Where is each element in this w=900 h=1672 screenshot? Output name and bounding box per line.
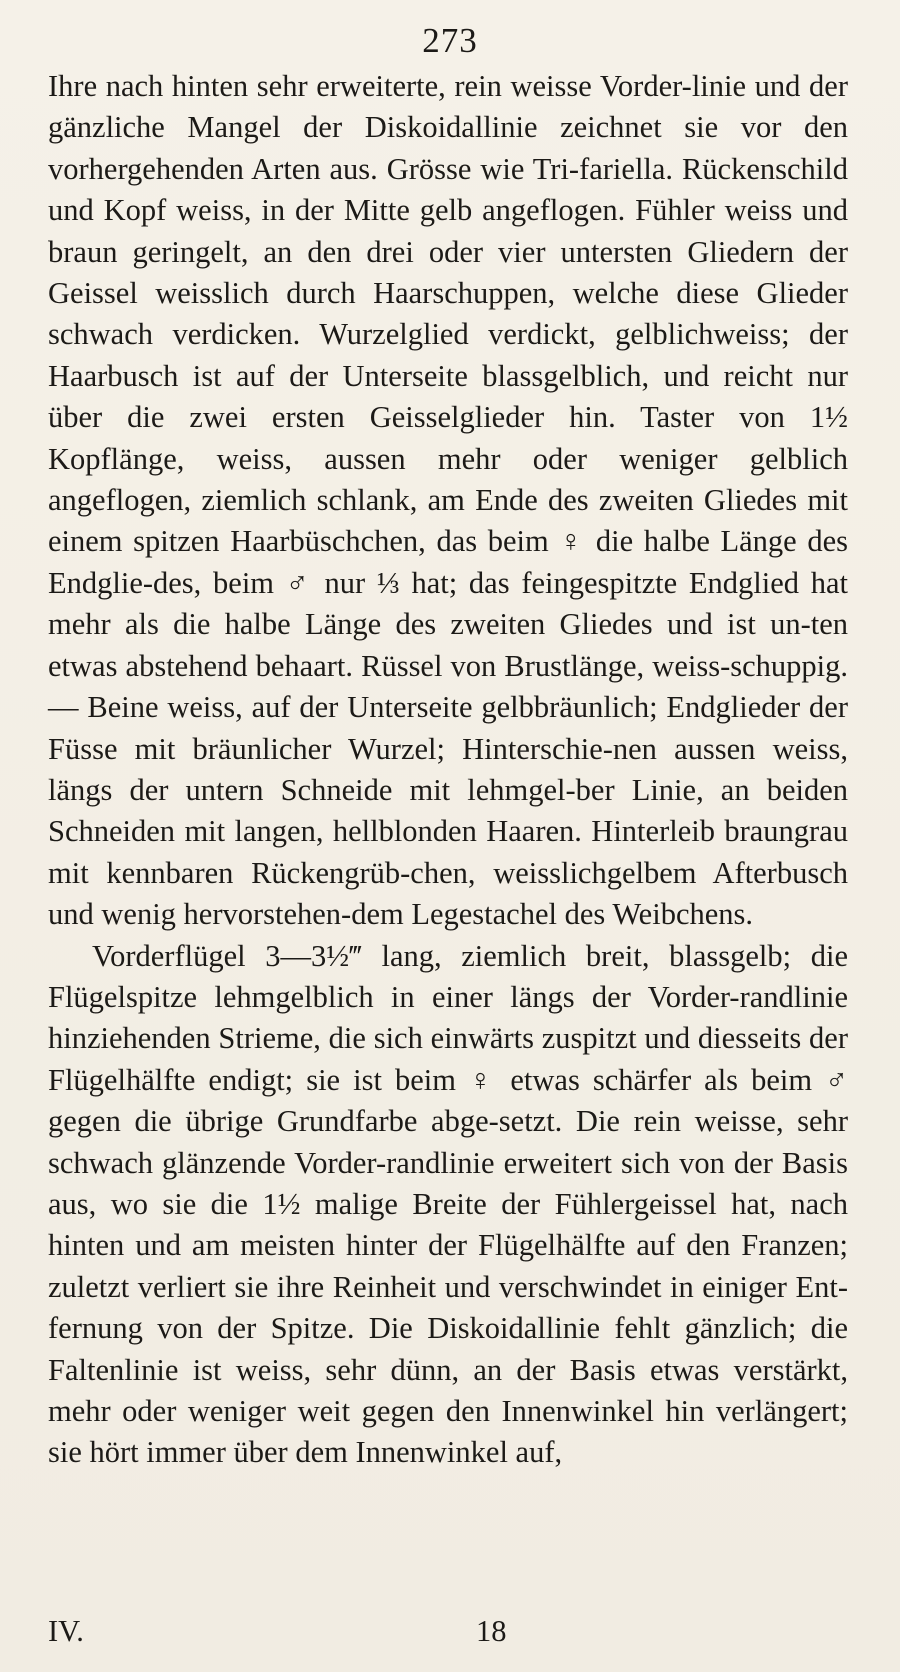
folio-number: 18 (476, 1614, 507, 1648)
page-number: 273 (422, 21, 478, 60)
paragraph-description: Ihre nach hinten sehr erweiterte, rein weisse Vorder-linie und der gänzliche Mangel der Diskoidallinie zeichnet sie vor den vorhergehenden Arten aus. Grösse wie Tri-fariella. Rückenschild und Kopf weiss, in der Mitte gelb angeflogen. Fühler weiss und braun geringelt, an den drei oder vier untersten Gliedern der Geissel weisslich durch Haarschuppen, welche diese Glieder schwach verdicken. Wurzelglied verdickt, gelblichweiss; der Haarbusch ist auf der Unterseite blassgelblich, und reicht nur über die zwei ersten Geisselglieder hin. Taster von 1½ Kopflänge, weiss, aussen mehr oder weniger gelblich angeflogen, ziemlich schlank, am Ende des zweiten Gliedes mit einem spitzen Haarbüschchen, das beim ♀ die halbe Länge des Endglie-des, beim ♂ nur ⅓ hat; das feingespitzte Endglied hat mehr als die halbe Länge des zweiten Gliedes und ist un-ten etwas abstehend behaart. Rüssel von Brustlänge, weiss-schuppig. — Beine weiss, auf der Unterseite gelbbräunlich; Endglieder der Füsse mit bräunlicher Wurzel; Hinterschie-nen aussen weiss, längs der untern Schneide mit lehmgel-ber Linie, an beiden Schneiden mit langen, hellblonden Haaren. Hinterleib braungrau mit kennbaren Rückengrüb-chen, weisslichgelbem Afterbusch und wenig hervorstehen-dem Legestachel des Weibchens. (48, 69, 848, 932)
body-text (48, 66, 848, 1474)
paragraph-forewing: Vorderflügel 3—3½‴ lang, ziemlich breit, blassgelb; die Flügelspitze lehmgelblich in einer längs der Vorder-randlinie hinziehenden Strieme, die sich einwärts zuspitzt und diesseits der Flügelhälfte endigt; sie ist beim ♀ etwas schärfer als beim ♂ gegen die übrige Grundfarbe abge-setzt. Die rein weisse, sehr schwach glänzende Vorder-randlinie erweitert sich von der Basis aus, wo sie die 1½ malige Breite der Fühlergeissel hat, nach hinten und am meisten hinter der Flügelhälfte auf den Franzen; zuletzt verliert sie ihre Reinheit und verschwindet in einiger Ent-fernung von der Spitze. Die Diskoidallinie fehlt gänzlich; die Faltenlinie ist weiss, sehr dünn, an der Basis etwas verstärkt, mehr oder weniger weit gegen den Innenwinkel hin verlängert; sie hört immer über dem Innenwinkel auf, (48, 938, 848, 1470)
signature-mark: IV. (48, 1614, 84, 1648)
page-footer (48, 1610, 848, 1652)
